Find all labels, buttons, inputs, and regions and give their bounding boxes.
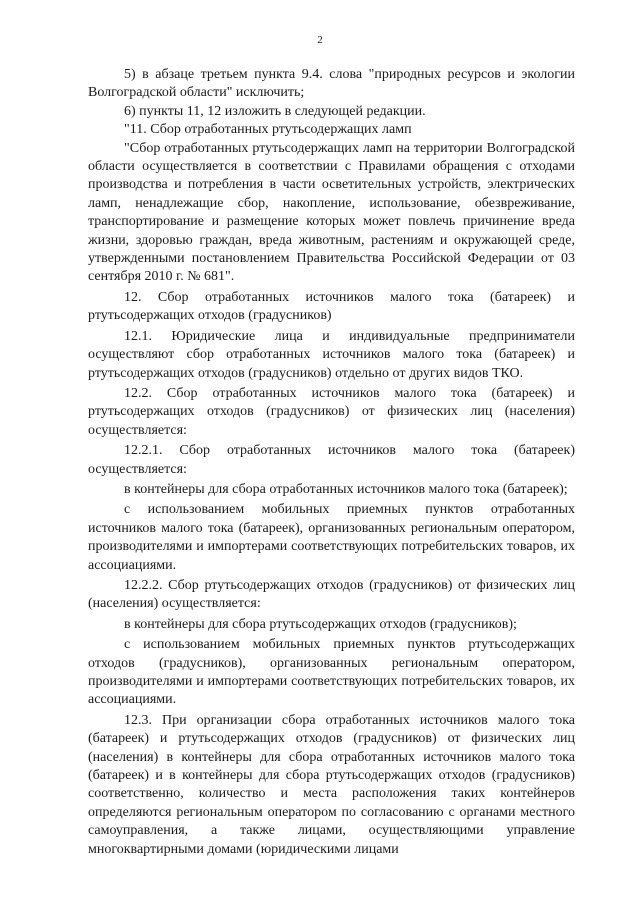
list-item: с использованием мобильных приемных пунктов ртутьсодержащих отходов (градусников), организованных региональным оператором, производителями и импортерами соответствующих потребительских товаров, их ассоциациями. — [88, 637, 575, 708]
paragraph: 12.2.1. Сбор отработанных источников малого тока (батареек) осуществляется: — [88, 443, 575, 477]
list-item: в контейнеры для сбора ртутьсодержащих отходов (градусников); — [124, 616, 517, 632]
document-body — [88, 66, 575, 859]
list-item: в контейнеры для сбора отработанных источников малого тока (батареек); — [124, 481, 568, 497]
paragraph: 12.1. Юридические лица и индивидуальные предприниматели осуществляют сбор отработанных источников малого тока (батареек) и ртутьсодержащих отходов (градусников) отдельно от других видов ТКО. — [88, 328, 575, 381]
paragraph: 12.2. Сбор отработанных источников малого тока (батареек) и ртутьсодержащих отходов (градусников) от физических лиц (населения) осуществляется: — [88, 385, 575, 438]
paragraph: 12.3. При организации сбора отработанных источников малого тока (батареек) и ртутьсодержащих отходов (градусников) от физических лиц (населения) в контейнеры для сбора отработанных источников малого тока (батареек) и в контейнеры для сбора ртутьсодержащих отходов (градусников) соответственно, количество и места расположения таких контейнеров определяются региональным оператором по согласованию с органами местного самоуправления, а также лицами, осуществляющими управление многоквартирными домами (юридическими лицами — [88, 712, 575, 857]
section-heading: "11. Сбор отработанных ртутьсодержащих ламп — [124, 122, 412, 138]
paragraph: 12.2.2. Сбор ртутьсодержащих отходов (градусников) от физических лиц (населения) осуществляется: — [88, 577, 575, 612]
section-heading: 12. Сбор отработанных источников малого тока (батареек) и ртутьсодержащих отходов (градусников) — [88, 289, 575, 324]
paragraph: 6) пункты 11, 12 изложить в следующей редакции. — [124, 103, 426, 119]
paragraph: 5) в абзаце третьем пункта 9.4. слова "природных ресурсов и экологии Волгоградской области" исключить; — [88, 67, 575, 101]
page-number: 2 — [317, 34, 323, 46]
list-item: с использованием мобильных приемных пунктов отработанных источников малого тока (батареек), организованных региональным оператором, производителями и импортерами соответствующих потребительских товаров, их ассоциациями. — [88, 502, 575, 573]
paragraph: "Сбор отработанных ртутьсодержащих ламп на территории Волгоградской области осуществляется в соответствии с Правилами обращения с отходами производства и потребления в части осветительных устройств, электрических ламп, ненадлежащие сбор, накопление, использование, обезвреживание, транспортирование и размещение которых может повлечь причинение вреда жизни, здоровью граждан, вреда животным, растениям и окружающей среде, утвержденными постановлением Правительства Российской Федерации от 03 сентября 2010 г. № 681". — [88, 140, 575, 285]
